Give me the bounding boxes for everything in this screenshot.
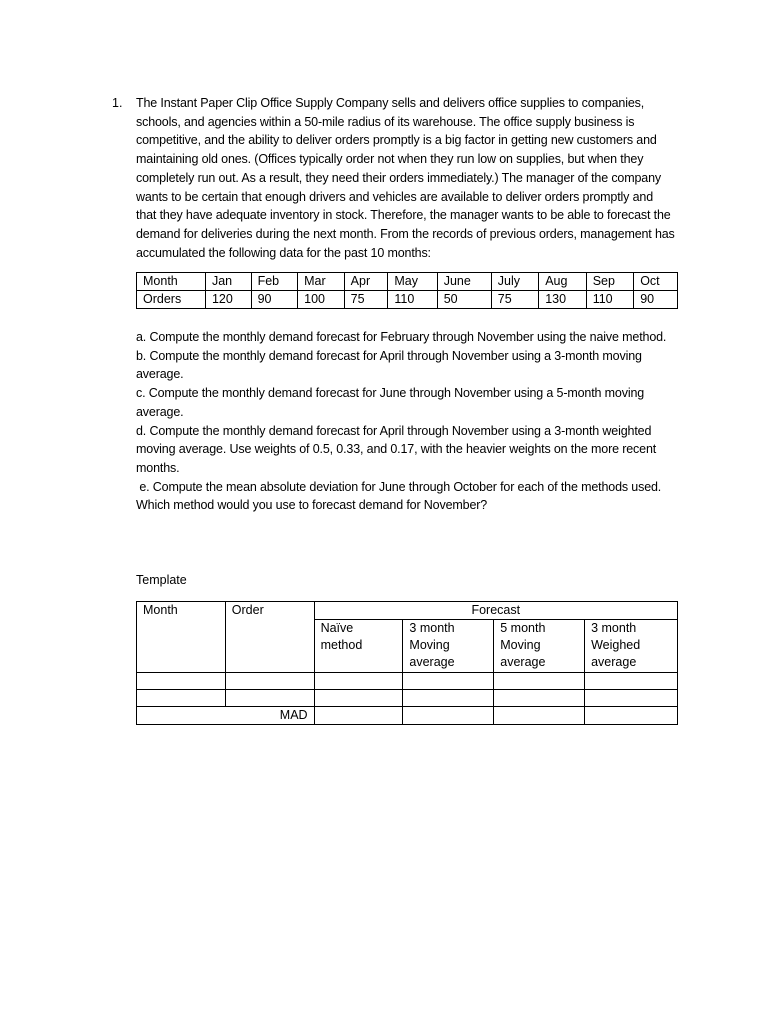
blank-cell bbox=[585, 707, 678, 725]
questions-list bbox=[136, 328, 681, 515]
five-month-moving-header: 5 month Moving average bbox=[494, 620, 585, 673]
order-cell: 110 bbox=[388, 291, 437, 309]
blank-cell bbox=[494, 707, 585, 725]
order-cell: 130 bbox=[539, 291, 586, 309]
mad-label: MAD bbox=[137, 707, 315, 725]
blank-cell bbox=[225, 673, 314, 690]
order-cell: 110 bbox=[586, 291, 633, 309]
orders-table bbox=[136, 272, 678, 309]
blank-cell bbox=[225, 690, 314, 707]
blank-cell bbox=[585, 690, 678, 707]
month-cell: May bbox=[388, 273, 437, 291]
question-e: e. Compute the mean absolute deviation for June through October for each of the methods used. Which method would you use to forecast demand for November? bbox=[136, 479, 665, 513]
blank-cell bbox=[494, 690, 585, 707]
blank-cell bbox=[403, 690, 494, 707]
blank-cell bbox=[585, 673, 678, 690]
blank-cell bbox=[403, 673, 494, 690]
order-cell: 50 bbox=[437, 291, 491, 309]
blank-cell bbox=[494, 673, 585, 690]
month-cell: Feb bbox=[251, 273, 298, 291]
forecast-header: Forecast bbox=[314, 602, 677, 620]
question-c: c. Compute the monthly demand forecast for June through November using a 5-month moving average. bbox=[136, 386, 645, 419]
item-number: 1. bbox=[112, 96, 123, 110]
orders-row bbox=[137, 291, 678, 309]
three-month-weighed-header: 3 month Weighed average bbox=[585, 620, 678, 673]
month-cell: June bbox=[437, 273, 491, 291]
template-label: Template bbox=[136, 573, 187, 587]
order-header: Order bbox=[225, 602, 314, 673]
month-header: Month bbox=[137, 602, 226, 673]
order-cell: 100 bbox=[298, 291, 345, 309]
template-blank-row bbox=[137, 673, 678, 690]
order-cell: 90 bbox=[251, 291, 298, 309]
template-blank-row bbox=[137, 690, 678, 707]
order-cell: 75 bbox=[344, 291, 388, 309]
order-cell: 75 bbox=[491, 291, 538, 309]
month-cell: Aug bbox=[539, 273, 586, 291]
order-cell: 120 bbox=[205, 291, 251, 309]
naive-method-header: Naïve method bbox=[314, 620, 403, 673]
blank-cell bbox=[314, 690, 403, 707]
question-d: d. Compute the monthly demand forecast for April through November using a 3-month weighted moving average. Use weights of 0.5, 0.33, and 0.17, with the heavier weights on the more recent months. bbox=[136, 423, 657, 475]
month-cell: Mar bbox=[298, 273, 345, 291]
row-label-month: Month bbox=[137, 273, 206, 291]
template-table bbox=[136, 601, 678, 725]
month-cell: Oct bbox=[634, 273, 678, 291]
blank-cell bbox=[314, 707, 403, 725]
blank-cell bbox=[137, 690, 226, 707]
order-cell: 90 bbox=[634, 291, 678, 309]
month-cell: Jan bbox=[205, 273, 251, 291]
blank-cell bbox=[137, 673, 226, 690]
blank-cell bbox=[403, 707, 494, 725]
question-b: b. Compute the monthly demand forecast for April through November using a 3-month moving average. bbox=[136, 348, 642, 382]
mad-row bbox=[137, 707, 678, 725]
months-row bbox=[137, 273, 678, 291]
question-a: a. Compute the monthly demand forecast for February through November using the naive method. bbox=[136, 330, 667, 344]
month-cell: Sep bbox=[586, 273, 633, 291]
row-label-orders: Orders bbox=[137, 291, 206, 309]
blank-cell bbox=[314, 673, 403, 690]
three-month-moving-header: 3 month Moving average bbox=[403, 620, 494, 673]
month-cell: July bbox=[491, 273, 538, 291]
month-cell: Apr bbox=[344, 273, 388, 291]
template-header-row bbox=[137, 602, 678, 620]
intro-paragraph: The Instant Paper Clip Office Supply Company sells and delivers office supplies to companies, schools, and agencies within a 50-mile radius of its warehouse. The office supply business is competitive, and the ability to deliver orders promptly is a big factor in getting new customers and maintaining old ones. (Offices typically order not when they run low on supplies, but when they completely run out. As a result, they need their orders immediately.) The manager of the company wants to be certain that enough drivers and vehicles are available to deliver orders promptly and that they have adequate inventory in stock. Therefore, the manager wants to be able to forecast the demand for deliveries during the next month. From the records of previous orders, management has accumulated the following data for the past 10 months: bbox=[136, 96, 675, 260]
